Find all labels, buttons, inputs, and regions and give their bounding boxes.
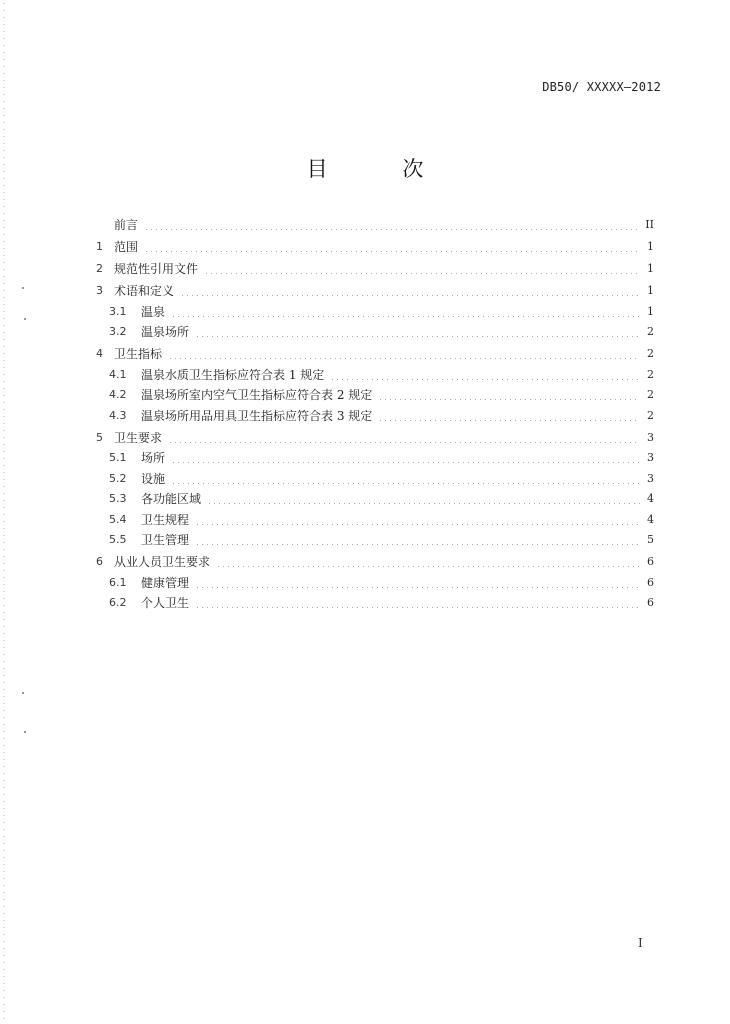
toc-entry-page: II — [645, 218, 654, 231]
toc-entry[interactable] — [96, 548, 654, 570]
document-code: DB50/ XXXXX—2012 — [542, 80, 661, 94]
toc-dot-leader — [168, 442, 640, 443]
toc-entry-page: 2 — [647, 347, 654, 360]
toc-entry-title: 卫生指标 — [114, 347, 163, 361]
toc-dot-leader — [144, 229, 640, 230]
toc-entry-number: 6.2 — [109, 596, 127, 609]
toc-entry[interactable] — [96, 446, 654, 467]
toc-entry-page: 2 — [647, 388, 654, 401]
toc-dot-leader — [204, 273, 640, 274]
toc-entry-title: 卫生管理 — [141, 533, 190, 547]
toc-dot-leader — [180, 295, 640, 296]
toc-dot-leader — [195, 524, 640, 525]
toc-entry-title: 卫生要求 — [114, 430, 163, 445]
scan-speck — [22, 692, 24, 694]
toc-entry[interactable] — [96, 466, 654, 487]
toc-entry-number: 5.5 — [109, 533, 127, 546]
toc-entry-title: 前言 — [114, 218, 139, 232]
toc-entry-title: 温泉场所 — [141, 325, 190, 339]
toc-entry[interactable] — [96, 362, 654, 383]
toc-entry-page: 1 — [647, 284, 654, 297]
toc-entry[interactable] — [96, 320, 654, 341]
toc-entry-number: 5.1 — [109, 451, 127, 464]
toc-entry-page: 3 — [647, 451, 654, 464]
toc-dot-leader — [171, 462, 640, 463]
toc-dot-leader — [378, 399, 640, 400]
toc-entry-number: 5 — [96, 430, 103, 444]
toc-entry-number: 5.2 — [109, 471, 127, 485]
toc-dot-leader — [195, 336, 640, 337]
toc-entry-page: 1 — [647, 240, 654, 253]
toc-entry[interactable] — [96, 507, 654, 528]
toc-entry-number: 4.1 — [109, 367, 127, 381]
scan-speck — [22, 287, 24, 289]
toc-entry-title: 温泉 — [141, 304, 166, 319]
toc-entry[interactable] — [96, 403, 654, 424]
toc-entry-number: 3 — [96, 284, 103, 297]
toc-entry-page: 3 — [647, 430, 654, 444]
toc-entry-number: 5.4 — [109, 512, 127, 526]
toc-entry-number: 4.3 — [109, 408, 127, 422]
toc-entry-page: 5 — [647, 533, 654, 546]
toc-entry-page: 6 — [647, 596, 654, 609]
scan-speck — [24, 318, 26, 320]
toc-dot-leader — [378, 420, 640, 421]
toc-entry-number: 4 — [96, 347, 103, 360]
toc-entry-number: 3.1 — [109, 304, 127, 318]
toc-dot-leader — [171, 483, 640, 484]
toc-entry-page: 4 — [647, 492, 654, 505]
toc-entry-title: 范围 — [114, 240, 139, 254]
toc-entry-number: 1 — [96, 240, 103, 253]
toc-entry-number: 3.2 — [109, 325, 127, 338]
toc-entry[interactable] — [96, 528, 654, 549]
toc-entry-page: 1 — [647, 304, 654, 318]
toc-entry-title: 术语和定义 — [114, 284, 175, 298]
toc-dot-leader — [330, 379, 640, 380]
toc-entry-number: 4.2 — [109, 388, 127, 401]
toc-entry[interactable] — [96, 487, 654, 508]
toc-entry[interactable] — [96, 570, 654, 591]
toc-entry-title: 健康管理 — [141, 575, 190, 590]
toc-entry-title: 卫生规程 — [141, 512, 190, 527]
toc-entry-title: 个人卫生 — [141, 596, 190, 610]
toc-entry-page: 2 — [647, 367, 654, 381]
scan-speck — [24, 731, 26, 733]
toc-entry-page: 3 — [647, 471, 654, 485]
toc-entry-page: 2 — [647, 408, 654, 422]
toc-entry-number: 6.1 — [109, 575, 127, 589]
toc-entry[interactable] — [96, 255, 654, 277]
toc-entry-title: 场所 — [141, 451, 166, 465]
toc-entry[interactable] — [96, 424, 654, 446]
toc-entry[interactable] — [96, 591, 654, 612]
toc-entry[interactable] — [96, 383, 654, 404]
toc-dot-leader — [216, 566, 640, 567]
toc-entry-page: 1 — [647, 262, 654, 275]
toc-dot-leader — [195, 607, 640, 608]
toc-entry-number: 2 — [96, 262, 103, 275]
toc-entry-title: 温泉水质卫生指标应符合表 1 规定 — [141, 367, 325, 382]
toc-entry[interactable] — [96, 233, 654, 255]
toc-entry-page: 4 — [647, 512, 654, 526]
toc-dot-leader — [144, 251, 640, 252]
toc-entry-title: 设施 — [141, 471, 166, 486]
toc-entry-title: 各功能区域 — [141, 492, 202, 506]
toc-entry[interactable] — [96, 277, 654, 299]
toc-entry-title: 温泉场所室内空气卫生指标应符合表 2 规定 — [141, 388, 373, 402]
toc-entry-title: 规范性引用文件 — [114, 262, 199, 276]
toc-entry-page: 6 — [647, 555, 654, 568]
toc-entry-title: 从业人员卫生要求 — [114, 555, 211, 569]
toc-dot-leader — [195, 544, 640, 545]
toc-dot-leader — [171, 316, 640, 317]
toc-dot-leader — [168, 358, 640, 359]
toc-entry[interactable] — [96, 299, 654, 320]
page-title: 目 次 — [306, 157, 458, 181]
toc-entry-number: 5.3 — [109, 492, 127, 505]
toc-entry-title: 温泉场所用品用具卫生指标应符合表 3 规定 — [141, 408, 373, 423]
toc-entry[interactable] — [96, 340, 654, 362]
table-of-contents — [96, 211, 654, 611]
toc-dot-leader — [195, 587, 640, 588]
toc-entry-page: 2 — [647, 325, 654, 338]
toc-entry-page: 6 — [647, 575, 654, 589]
toc-entry[interactable] — [96, 211, 654, 233]
page-number: I — [638, 936, 643, 950]
toc-entry-number: 6 — [96, 555, 103, 568]
toc-dot-leader — [207, 503, 640, 504]
